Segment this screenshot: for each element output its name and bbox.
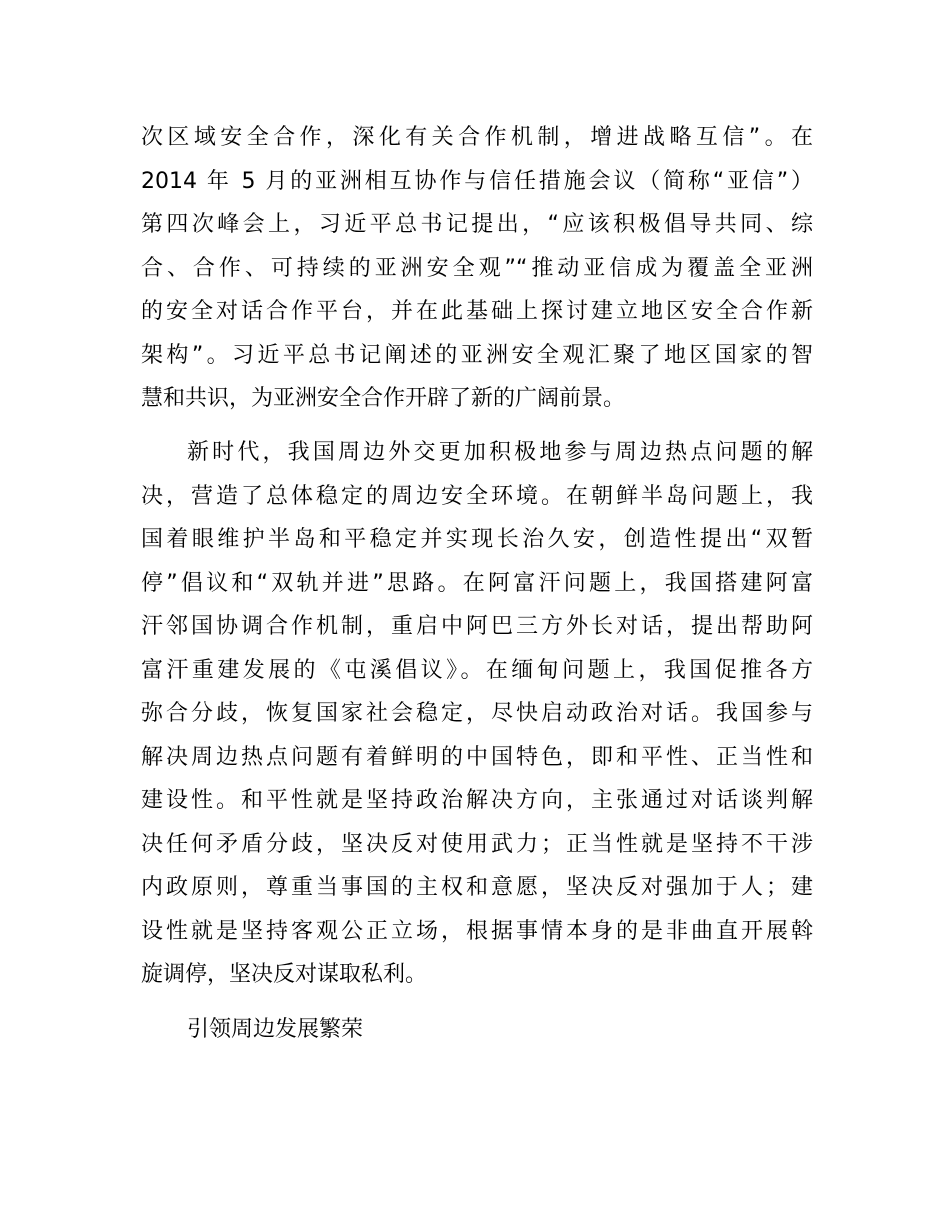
paragraph-line: 解决周边热点问题有着鲜明的中国特色，即和平性、正当性和	[141, 744, 813, 770]
paragraph-line: 决任何矛盾分歧，坚决反对使用武力；正当性就是坚持不干涉	[141, 831, 813, 857]
paragraph-line: 合、合作、可持续的亚洲安全观”“推动亚信成为覆盖全亚洲	[141, 255, 813, 281]
section-heading-text: 引领周边发展繁荣	[187, 1017, 364, 1042]
paragraph-line: 弥合分歧，恢复国家社会稳定，尽快启动政治对话。我国参与	[141, 701, 813, 726]
paragraph-line: 旋调停，坚决反对谋取私利。	[141, 962, 428, 987]
paragraph-line: 新时代，我国周边外交更加积极地参与周边热点问题的解	[187, 440, 813, 465]
paragraph-line: 第四次峰会上，习近平总书记提出，“应该积极倡导共同、综	[141, 212, 813, 237]
paragraph-line: 次区域安全合作，深化有关合作机制，增进战略互信”。在	[141, 125, 813, 150]
section-heading	[141, 1008, 813, 1052]
paragraph-line: 停”倡议和“双轨并进”思路。在阿富汗问题上，我国搭建阿富	[141, 570, 813, 596]
paragraph-line: 富汗重建发展的《屯溪倡议》。在缅甸问题上，我国促推各方	[141, 657, 813, 683]
paragraph-line: 慧和共识，为亚洲安全合作开辟了新的广阔前景。	[141, 386, 626, 411]
paragraph-line: 建设性。和平性就是坚持政治解决方向，主张通过对话谈判解	[141, 788, 813, 813]
paragraph-line: 决，营造了总体稳定的周边安全环境。在朝鲜半岛问题上，我	[141, 483, 813, 509]
paragraph-line: 的安全对话合作平台，并在此基础上探讨建立地区安全合作新	[141, 299, 813, 324]
paragraph-1	[141, 116, 813, 421]
paragraph-line: 内政原则，尊重当事国的主权和意愿，坚决反对强加于人；建	[141, 875, 813, 900]
paragraph-line: 架构”。习近平总书记阐述的亚洲安全观汇聚了地区国家的智	[141, 342, 813, 368]
paragraph-line: 国着眼维护半岛和平稳定并实现长治久安，创造性提出“双暂	[141, 527, 813, 552]
paragraph-line: 2014 年 5 月的亚洲相互协作与信任措施会议（简称“亚信”）	[141, 168, 813, 194]
paragraph-2	[141, 431, 813, 997]
paragraph-line: 设性就是坚持客观公正立场，根据事情本身的是非曲直开展斡	[141, 918, 813, 944]
paragraph-line: 汗邻国协调合作机制，重启中阿巴三方外长对话，提出帮助阿	[141, 614, 813, 639]
